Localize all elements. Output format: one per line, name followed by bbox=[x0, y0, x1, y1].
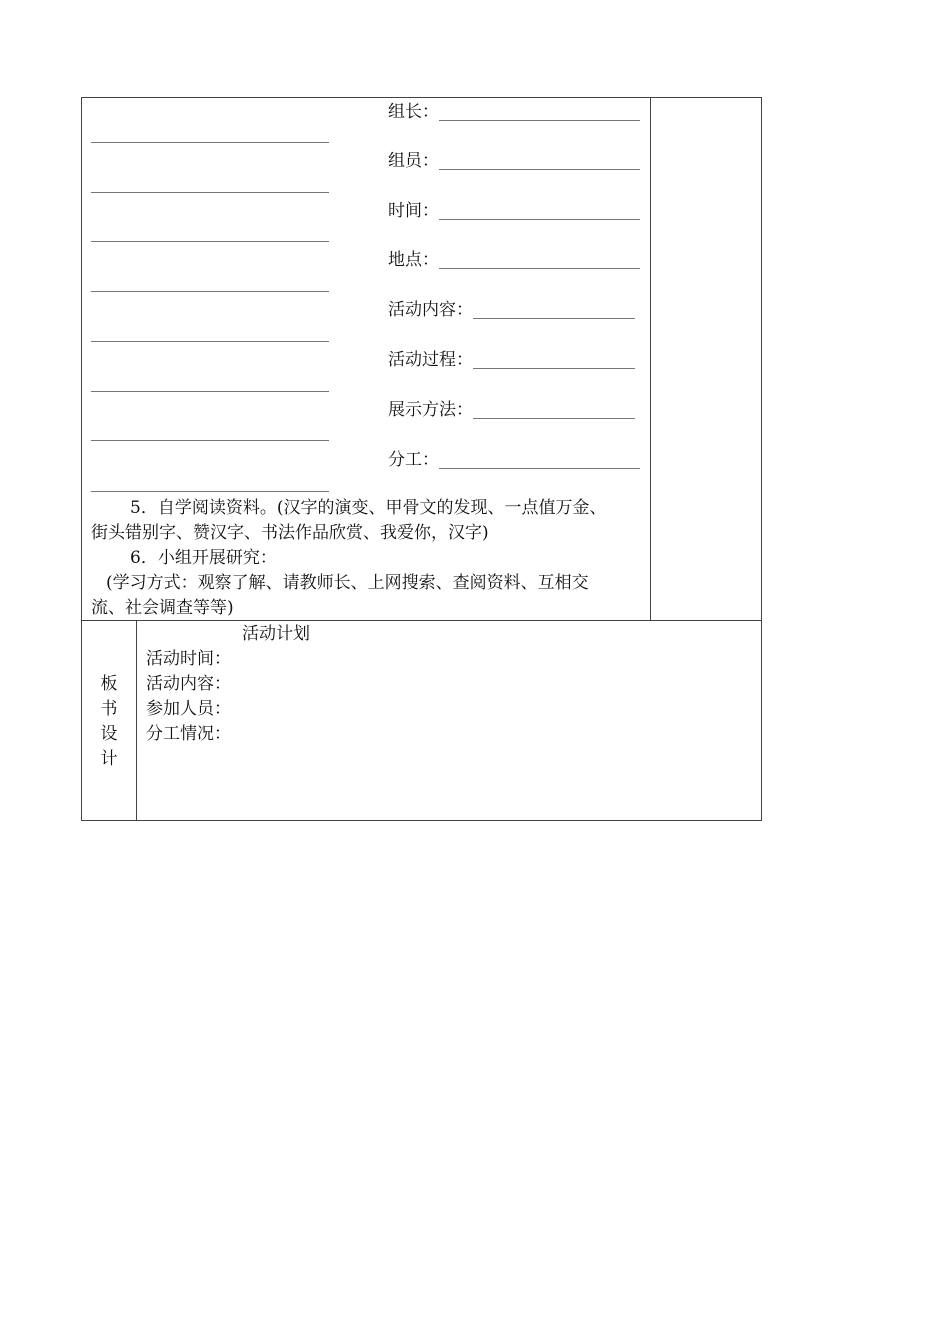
display-blank[interactable] bbox=[473, 418, 635, 419]
board-design-char: 计 bbox=[100, 749, 118, 769]
place-field bbox=[388, 247, 640, 271]
division-field bbox=[388, 447, 640, 471]
time-blank[interactable] bbox=[439, 219, 640, 220]
content-blank[interactable] bbox=[473, 318, 635, 319]
writing-line[interactable] bbox=[91, 291, 329, 292]
time-field bbox=[388, 198, 640, 222]
display-field bbox=[388, 397, 635, 421]
plan-time: 活动时间： bbox=[146, 649, 231, 669]
section-divider bbox=[81, 620, 762, 621]
members-blank[interactable] bbox=[439, 169, 640, 170]
writing-line[interactable] bbox=[91, 341, 329, 342]
writing-line[interactable] bbox=[91, 440, 329, 441]
members-label: 组员： bbox=[388, 151, 439, 171]
writing-line[interactable] bbox=[91, 491, 329, 492]
writing-line[interactable] bbox=[91, 391, 329, 392]
time-label: 时间： bbox=[388, 201, 439, 221]
division-blank[interactable] bbox=[439, 468, 640, 469]
writing-line[interactable] bbox=[91, 142, 329, 143]
plan-title: 活动计划 bbox=[242, 624, 310, 644]
leader-blank[interactable] bbox=[439, 120, 640, 121]
display-label: 展示方法： bbox=[388, 400, 473, 420]
division-label: 分工： bbox=[388, 450, 439, 470]
plan-division: 分工情况： bbox=[146, 724, 231, 744]
place-label: 地点： bbox=[388, 250, 439, 270]
method-line1: (学习方式：观察了解、请教师长、上网搜索、查阅资料、互相交 bbox=[106, 573, 589, 593]
process-field bbox=[388, 347, 635, 371]
step5-line1: 5．自学阅读资料。(汉字的演变、甲骨文的发现、一点值万金、 bbox=[130, 498, 607, 518]
board-design-char: 板 bbox=[100, 674, 118, 694]
content-field bbox=[388, 297, 635, 321]
members-field bbox=[388, 148, 640, 172]
right-column-divider bbox=[650, 97, 651, 621]
plan-content: 活动内容： bbox=[146, 674, 231, 694]
board-design-char: 书 bbox=[100, 699, 118, 719]
step6: 6．小组开展研究： bbox=[130, 548, 277, 568]
content-label: 活动内容： bbox=[388, 300, 473, 320]
board-label-divider bbox=[136, 620, 137, 821]
plan-participants: 参加人员： bbox=[146, 699, 231, 719]
process-label: 活动过程： bbox=[388, 350, 473, 370]
place-blank[interactable] bbox=[439, 268, 640, 269]
writing-line[interactable] bbox=[91, 241, 329, 242]
leader-label: 组长： bbox=[388, 102, 439, 122]
board-design-char: 设 bbox=[100, 724, 118, 744]
step5-line2: 街头错别字、赞汉字、书法作品欣赏、我爱你，汉字) bbox=[91, 523, 489, 543]
process-blank[interactable] bbox=[473, 368, 635, 369]
leader-field bbox=[388, 99, 640, 123]
method-line2: 流、社会调查等等) bbox=[91, 598, 234, 618]
writing-line[interactable] bbox=[91, 192, 329, 193]
